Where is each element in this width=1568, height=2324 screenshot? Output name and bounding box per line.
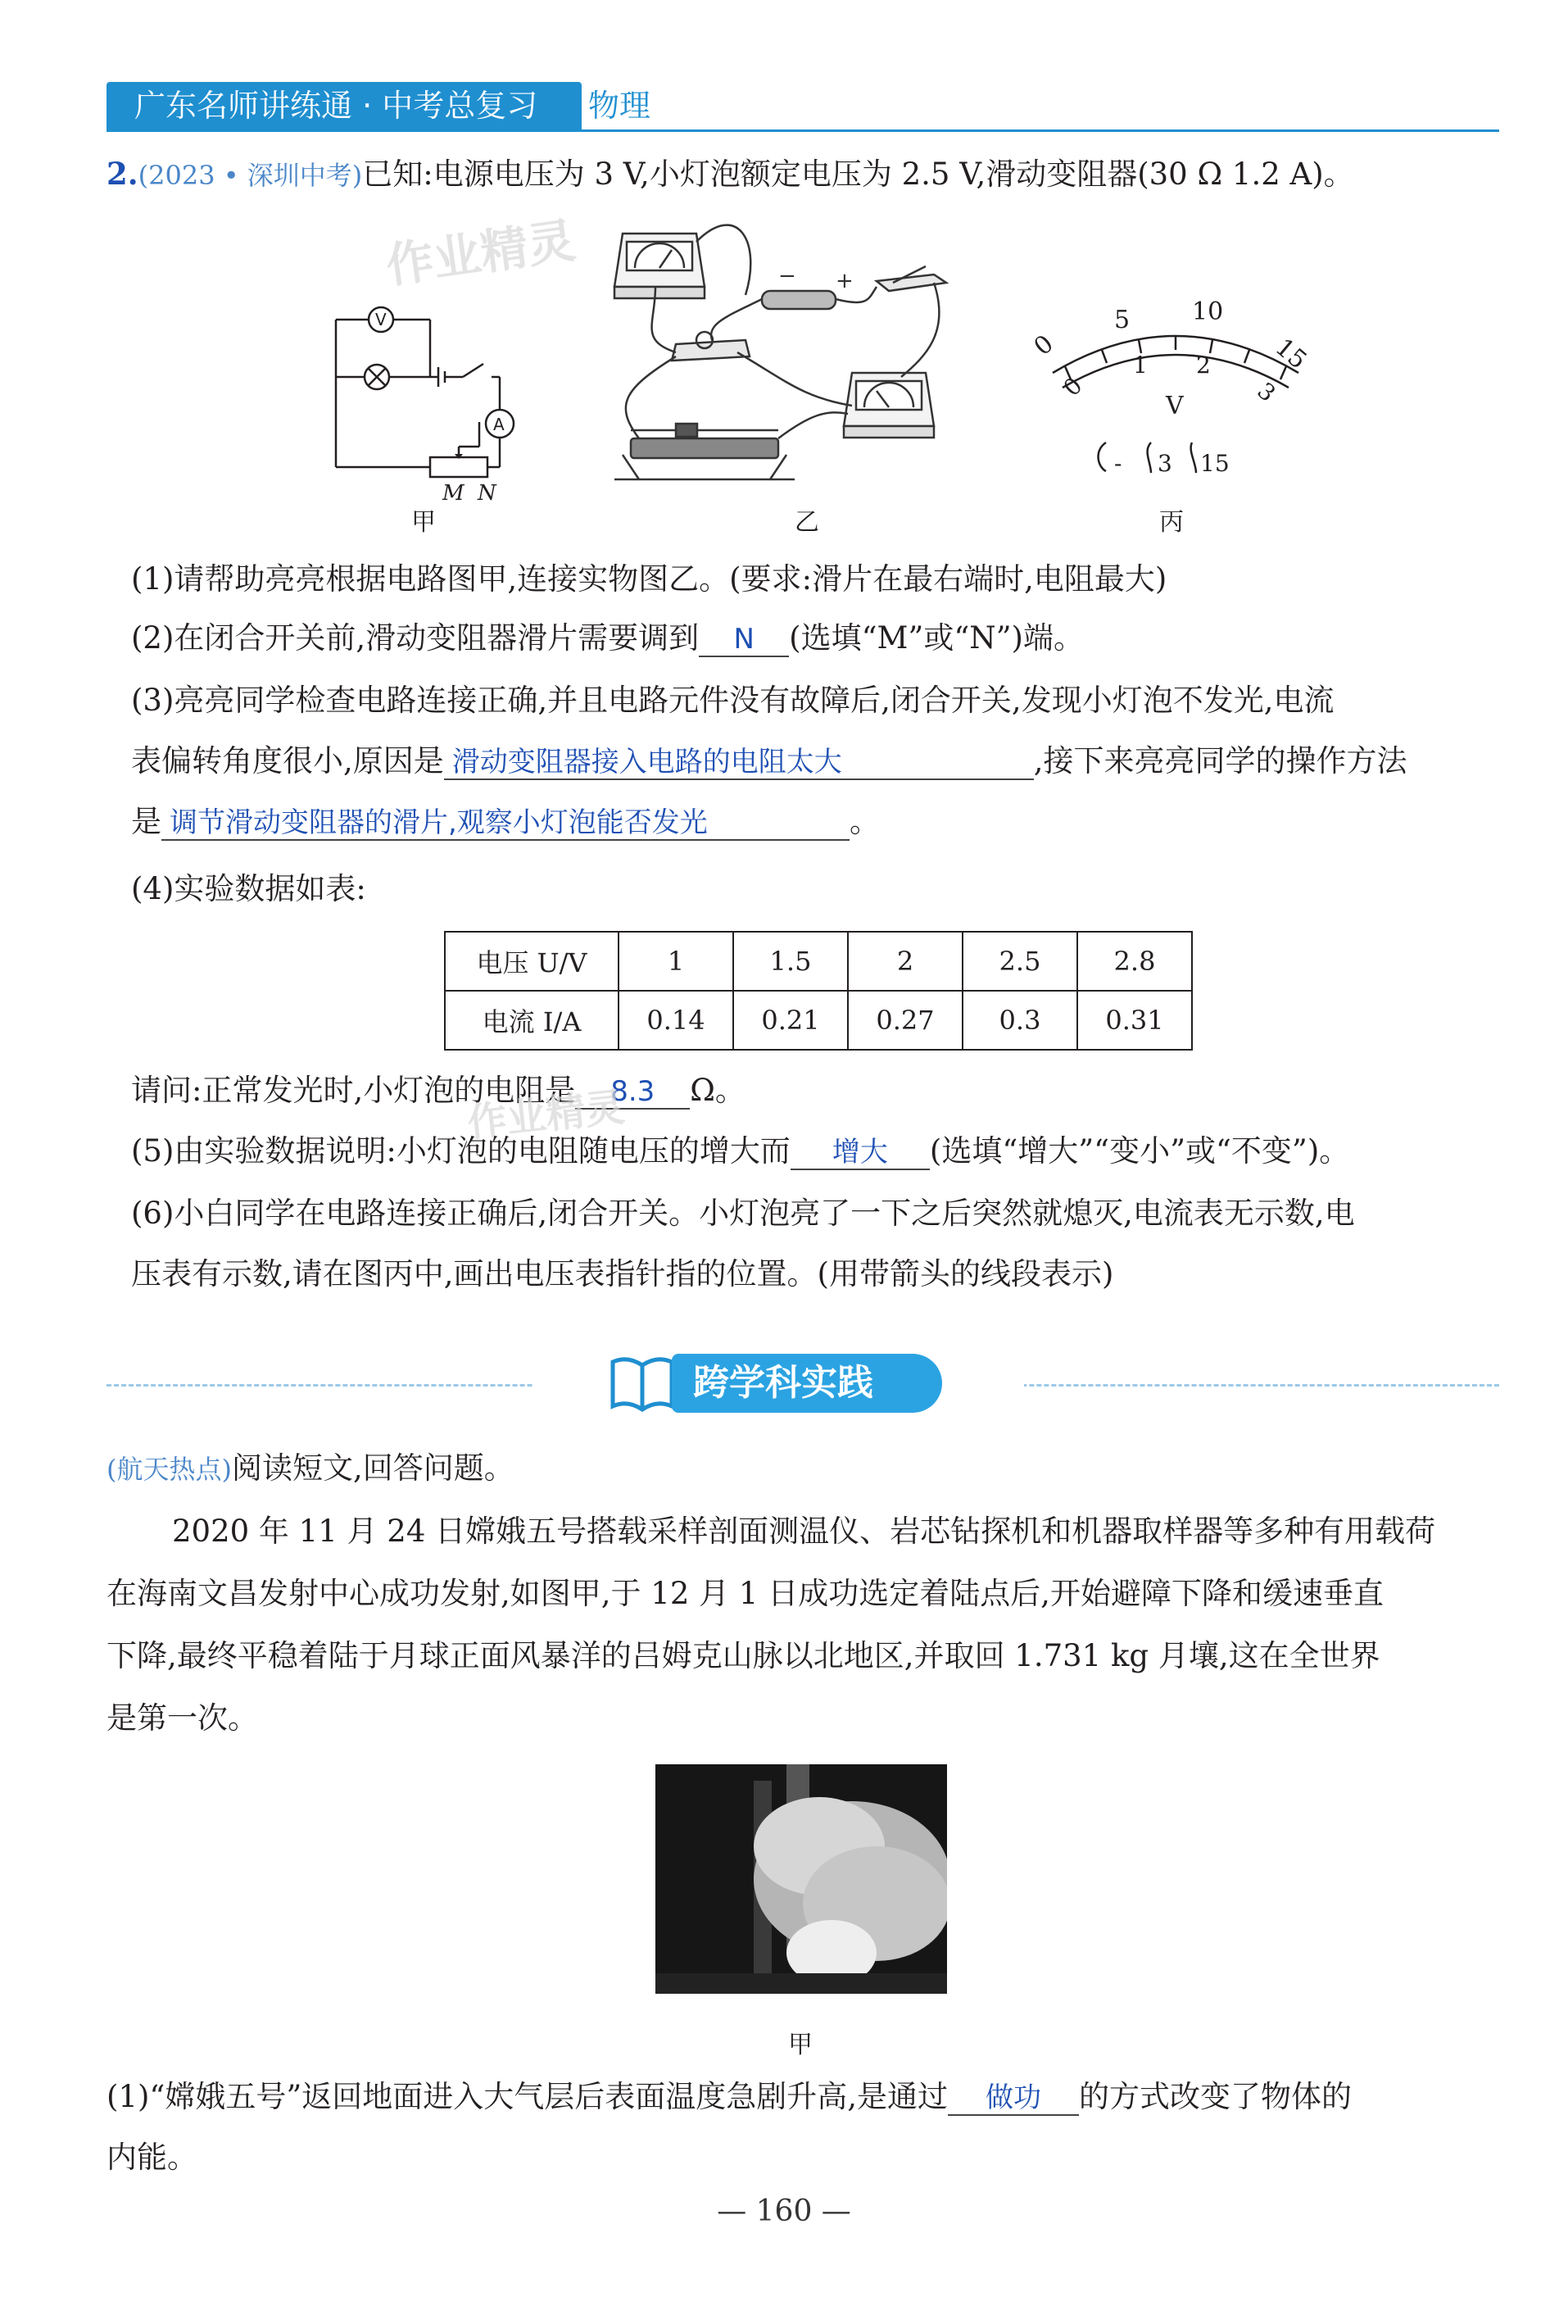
reading-para-line: 2020 年 11 月 24 日嫦娥五号搭载采样剖面测温仪、岩芯钻探机和机器取样器等多种有用载荷 <box>172 1514 1436 1549</box>
reading-intro <box>106 1446 514 1491</box>
reading-question-1-line2: 内能。 <box>106 2140 197 2175</box>
table-cell: 0.21 <box>733 991 848 1050</box>
table-cell: 0.14 <box>619 991 733 1050</box>
terminal-minus: - <box>1114 450 1122 477</box>
table-cell: 2.5 <box>963 932 1077 991</box>
watermark: 作业精灵 <box>383 212 579 294</box>
question-source: (2023 • 深圳中考) <box>138 160 363 191</box>
reading-para-line: 是第一次。 <box>106 1700 258 1736</box>
table-header-current: 电流 I/A <box>445 991 619 1050</box>
answer-3a: 滑动变阻器接入电路的电阻太大 <box>451 746 842 778</box>
subquestion-4-unit: Ω。 <box>690 1073 745 1108</box>
table-header-voltage: 电压 U/V <box>445 932 619 991</box>
table-cell: 2.8 <box>1077 932 1192 991</box>
answer-blank-3b <box>161 806 850 841</box>
subquestion-3-line2 <box>131 739 1407 783</box>
subject-label: 物理 <box>588 88 651 124</box>
book-icon <box>606 1350 680 1416</box>
subquestion-6-line1: (6)小白同学在电路连接正确后,闭合开关。小灯泡亮了一下之后突然就熄灭,电流表无示数,电 <box>131 1196 1355 1231</box>
question-number: 2. <box>106 156 138 192</box>
voltmeter-dial <box>1028 275 1323 488</box>
dial-scale-15: 15 <box>1269 333 1312 375</box>
subquestion-3-text-b: ,接下来亮亮同学的操作方法 <box>1033 743 1407 778</box>
subquestion-2-text: (2)在闭合开关前,滑动变阻器滑片需要调到 <box>131 620 700 656</box>
table-cell: 0.3 <box>963 991 1077 1050</box>
subquestion-2-tail: (选填“M”或“N”)端。 <box>789 620 1084 656</box>
reading-para-line: 下降,最终平稳着陆于月球正面风暴洋的吕姆克山脉以北地区,并取回 1.731 kg 月壤,这在全世界 <box>106 1638 1380 1673</box>
ammeter-label: A <box>493 415 505 434</box>
table-cell: 0.27 <box>848 991 963 1050</box>
page-number: — 160 — <box>717 2195 851 2228</box>
table-row <box>445 932 1192 991</box>
terminal-3: 3 <box>1158 450 1172 477</box>
rocket-launch-photo <box>655 1764 947 1994</box>
dial-scale-2: 2 <box>1196 352 1211 379</box>
subquestion-2 <box>131 616 1084 660</box>
voltmeter-label: V <box>375 310 387 329</box>
reading-question-1 <box>106 2075 1352 2119</box>
subquestion-5 <box>131 1129 1349 1173</box>
figure-label-yi: 乙 <box>795 508 819 537</box>
dial-scale-0: 0 <box>1058 372 1088 402</box>
answer-r1: 做功 <box>986 2081 1042 2114</box>
dial-unit: V <box>1166 392 1184 420</box>
terminal-15: 15 <box>1200 450 1230 477</box>
subquestion-3-text: 表偏转角度很小,原因是 <box>131 743 444 778</box>
subquestion-4-ask-text: 请问:正常发光时,小灯泡的电阻是 <box>131 1073 576 1108</box>
table-cell: 1.5 <box>733 932 848 991</box>
subquestion-3-line3 <box>131 800 880 844</box>
dial-scale-5: 5 <box>1114 306 1131 334</box>
table-cell: 2 <box>848 932 963 991</box>
answer-blank-2 <box>699 622 789 657</box>
table-row <box>445 991 1192 1050</box>
answer-5: 增大 <box>832 1136 888 1169</box>
svg-text:−: − <box>778 264 796 288</box>
photo-caption: 甲 <box>788 2031 813 2059</box>
answer-4: 8.3 <box>610 1075 655 1108</box>
data-table <box>444 931 1193 1051</box>
answer-3b: 调节滑动变阻器的滑片,观察小灯泡能否发光 <box>170 806 708 839</box>
subquestion-5-text: (5)由实验数据说明:小灯泡的电阻随电压的增大而 <box>131 1133 791 1169</box>
circuit-diagram <box>324 295 537 516</box>
watermark-2: 作业精灵 <box>465 1084 627 1146</box>
subquestion-3-line1: (3)亮亮同学检查电路连接正确,并且电路元件没有故障后,闭合开关,发现小灯泡不发光,电流 <box>131 683 1335 718</box>
terminal-n-label: N <box>478 481 496 506</box>
table-cell: 1 <box>619 932 733 991</box>
question-stem <box>106 152 1354 197</box>
subquestion-6-line2: 压表有示数,请在图丙中,画出电压表指针指的位置。(用带箭头的线段表示) <box>131 1256 1114 1291</box>
subquestion-1: (1)请帮助亮亮根据电路图甲,连接实物图乙。(要求:滑片在最右端时,电阻最大) <box>131 561 1167 597</box>
subquestion-3-text-c: 是 <box>131 804 161 839</box>
table-cell: 0.31 <box>1077 991 1192 1050</box>
answer-blank-5 <box>791 1135 930 1170</box>
figure-label-jia: 甲 <box>411 508 436 537</box>
subquestion-4-ask <box>131 1069 745 1113</box>
dial-scale-3: 3 <box>1252 377 1281 407</box>
apparatus-illustration <box>606 209 967 504</box>
dial-zero-top: 0 <box>1028 329 1059 362</box>
subquestion-3-end: 。 <box>850 804 880 839</box>
subquestion-4: (4)实验数据如表: <box>131 871 366 906</box>
terminal-m-label: M <box>442 481 465 506</box>
reading-q1-tail: 的方式改变了物体的 <box>1079 2079 1353 2114</box>
reading-q1-text: (1)“嫦娥五号”返回地面进入大气层后表面温度急剧升高,是通过 <box>106 2079 949 2114</box>
reading-para-line: 在海南文昌发射中心成功发射,如图甲,于 12 月 1 日成功选定着陆点后,开始避障下降和缓速垂直 <box>106 1576 1384 1611</box>
section-title: 跨学科实践 <box>693 1362 873 1404</box>
series-title: 广东名师讲练通 · 中考总复习 <box>134 88 538 124</box>
subquestion-5-tail: (选填“增大”“变小”或“不变”)。 <box>929 1133 1350 1169</box>
header-rule <box>106 129 1499 132</box>
dial-scale-1: 1 <box>1133 352 1148 379</box>
question-text: 已知:电源电压为 3 V,小灯泡额定电压为 2.5 V,滑动变阻器(30 Ω 1.2 A)。 <box>362 157 1354 192</box>
svg-text:+: + <box>836 269 854 293</box>
figure-label-bing: 丙 <box>1159 508 1184 537</box>
answer-blank-r1 <box>948 2081 1079 2116</box>
dial-scale-10: 10 <box>1192 297 1224 326</box>
reading-tag: (航天热点) <box>106 1454 232 1485</box>
answer-2: N <box>733 623 755 656</box>
reading-intro-text: 阅读短文,回答问题。 <box>231 1450 514 1486</box>
answer-blank-3a <box>444 745 1034 780</box>
